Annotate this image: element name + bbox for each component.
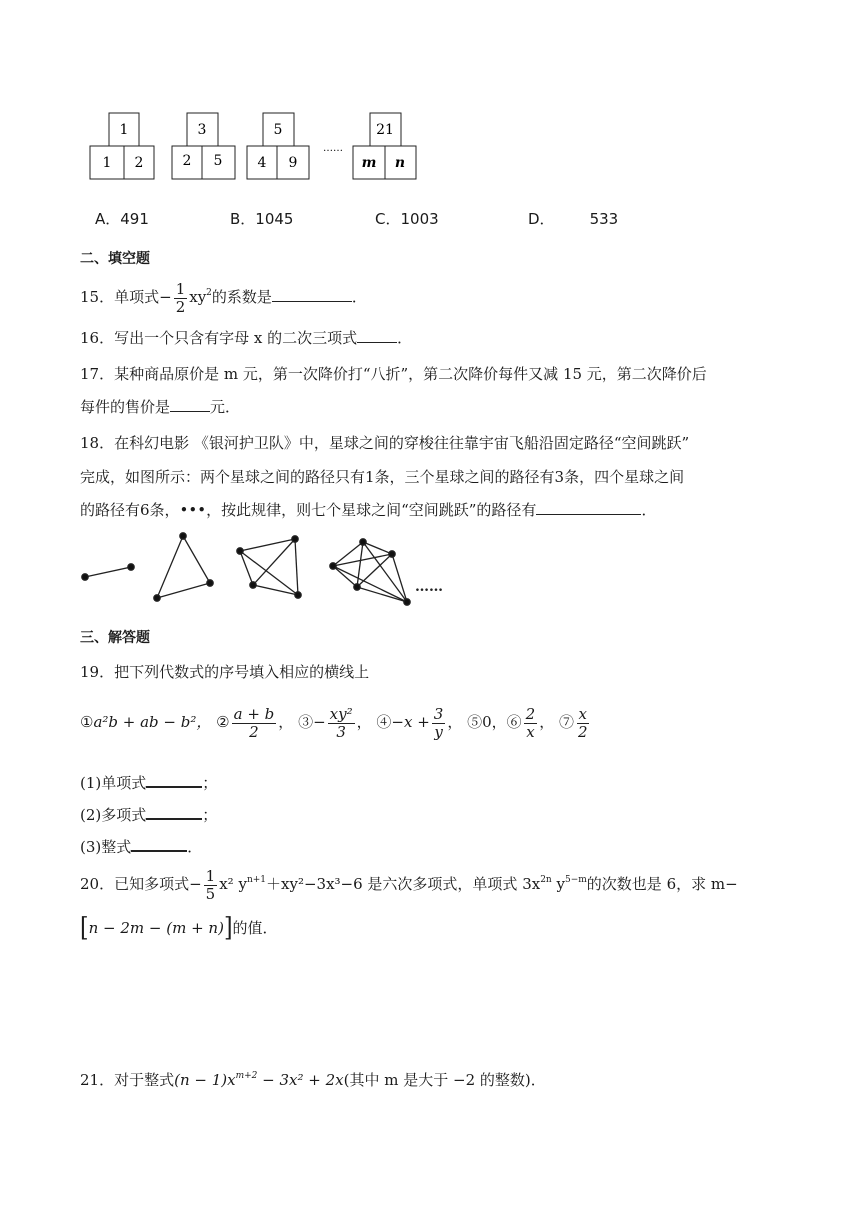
question-17-line-2: 每件的售价是 元． [80,398,241,416]
question-18-line-3: 的路径有6条，•••，按此规律，则七个星球之间“空间跳跃”的路径有 ． [80,501,657,519]
option-d: D． 533 [528,210,619,228]
graph-three-stars [154,533,213,601]
question-18-line-1: 18．在科幻电影 《银河护卫队》中，星球之间的穿梭往往靠宇宙飞船沿固定路径“空间跳跃” [80,434,690,452]
graph-four-stars [237,536,301,598]
section-heading-fill-in: 二、填空题 [80,251,150,267]
expr-2-fraction: $\frac{a + b}{2}$ [233,704,275,741]
option-b: B．1045 [230,210,294,228]
expr-3-fraction: $\frac{\text{xy²}}{3}$ [329,704,353,741]
graph-five-stars [330,539,410,605]
question-15: 15．单项式− $\frac{1}{2}$ $xy^2$的系数是 ． [80,279,367,316]
question-21: 21．对于整式$(n - 1)x^{m+2} - 3x^2 + 2x$(其中 m 是大于 −2 的整数)． [80,1071,546,1089]
box-3-left: 4 [257,155,267,171]
question-20-line-1: 20．已知多项式− $\frac{1}{5}$ x² $y^{n+1}+xy^2-3x^3-6$ 是六次多项式，单项式 $3x^{2n}$ $y^{5-m}$的次数也是 6，求 m− [80,866,738,903]
question-19-part-1: (1)单项式 ； [80,774,218,792]
expr-7-fraction: $\frac{x}{2}$ [578,704,588,741]
option-c: C．1003 [375,210,439,228]
question-17-line-1: 17．某种商品原价是 m 元，第一次降价打“八折”，第二次降价每件又减 15 元，第二次降价后 [80,365,707,383]
q17-answer-blank[interactable] [170,397,210,412]
q19-monomial-blank[interactable] [146,772,202,788]
box-1-top: 1 [119,122,129,138]
q19-polynomial-blank[interactable] [146,804,202,820]
q18-answer-blank[interactable] [536,500,641,515]
expr-6-fraction: $\frac{2}{x}$ [525,704,536,741]
q16-answer-blank[interactable] [357,328,397,343]
star-path-figure [78,528,458,610]
box-1-left: 1 [102,155,112,171]
graph-ellipsis: …… [415,579,443,595]
question-19-expressions: ①a²b + ab − b²， ② $\frac{a + b}{2}$ ， ③− $\frac{\text{xy²}}{3}$ ， ④−x + $\frac{3}{y}$ ， ⑤0，⑥ $\frac{2}{x}$ ， ⑦ $\frac{x}{2}$ [80,704,588,741]
number-box-figure [80,105,430,185]
question-19-part-2: (2)多项式 ； [80,806,218,824]
graph-two-stars [82,564,134,580]
option-a: A．491 [95,210,149,228]
box-2-top: 3 [197,122,207,138]
q15-fraction: $\frac{1}{2}$ [175,279,186,316]
question-19-part-3: (3)整式 ． [80,838,203,856]
box-2-left: 2 [182,153,192,169]
expr-4-fraction: $\frac{3}{y}$ [433,704,444,741]
q19-integral-blank[interactable] [131,836,187,852]
box-4-left: m [361,155,377,171]
question-19-intro: 19．把下列代数式的序号填入相应的横线上 [80,663,370,681]
question-18-line-2: 完成，如图所示：两个星球之间的路径只有1条，三个星球之间的路径有3条，四个星球之间 [80,468,685,486]
box-4-right: n [394,155,406,171]
question-20-line-2: [n − 2m − (m + n)]的值． [80,913,278,944]
question-16: 16．写出一个只含有字母 x 的二次三项式 ． [80,329,413,347]
box-3-right: 9 [288,155,298,171]
puzzle-ellipsis: …… [323,143,343,154]
q15-answer-blank[interactable] [272,287,352,302]
q20-fraction: $\frac{1}{5}$ [205,866,216,903]
box-1-right: 2 [134,155,144,171]
box-2-right: 5 [213,153,223,169]
section-heading-solve: 三、解答题 [80,630,150,646]
box-4-top: 21 [376,122,394,138]
box-3-top: 5 [273,122,283,138]
